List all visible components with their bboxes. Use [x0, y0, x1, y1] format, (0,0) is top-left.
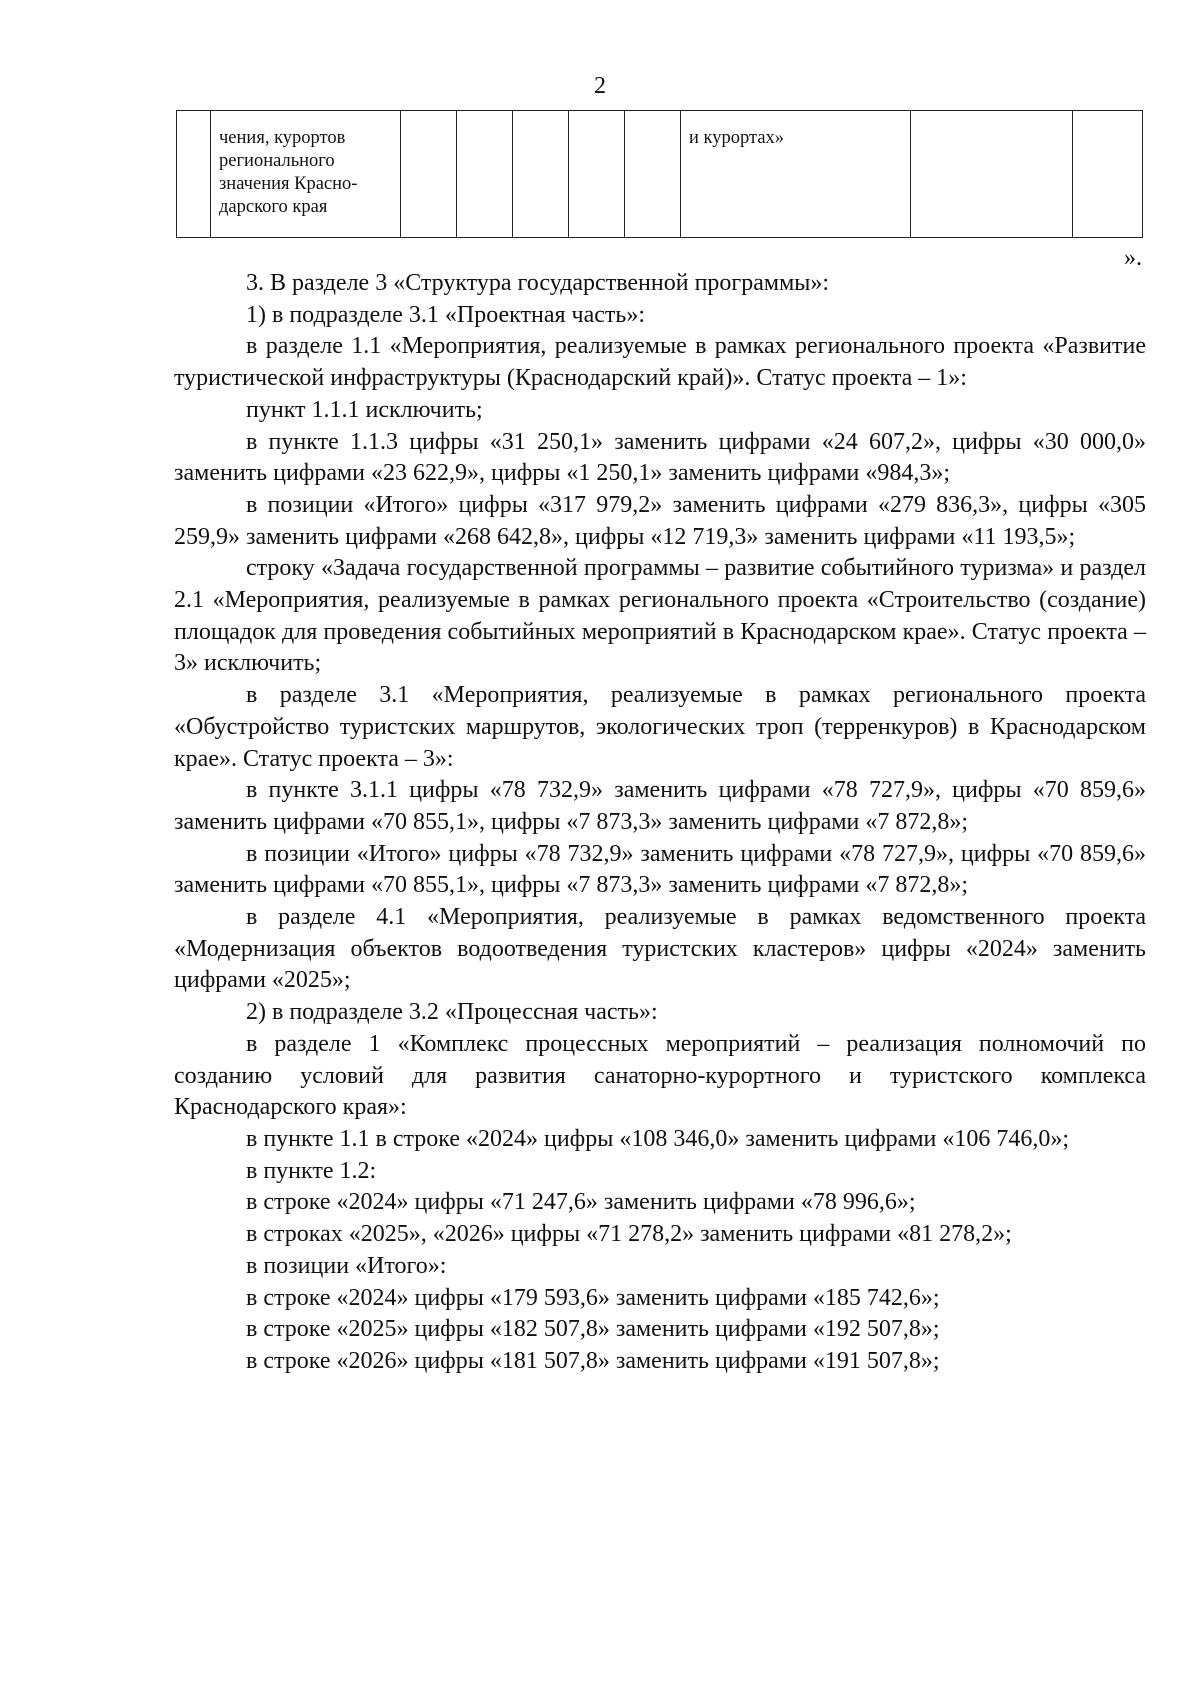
table-cell-name: чения, курортов регионального значения Красно-дарского края [211, 111, 401, 238]
paragraph: строку «Задача государственной программы – развитие событийного туризма» и раздел 2.1 «Мероприятия, реализуемые в рамках регионального проекта «Строительство (создание) площадок для проведения событийных мероприятий в Краснодарском крае». Статус проекта – 3» исключить; [174, 555, 1146, 677]
paragraph: в разделе 4.1 «Мероприятия, реализуемые в рамках ведомственного проекта «Модернизация объектов водоотведения туристских кластеров» цифры «2024» заменить цифрами «2025»; [174, 904, 1146, 994]
table-row [177, 111, 1143, 238]
paragraph: в строке «2024» цифры «179 593,6» заменить цифрами «185 742,6»; [246, 1284, 940, 1311]
paragraph: в пункте 1.1.3 цифры «31 250,1» заменить цифрами «24 607,2», цифры «30 000,0» заменить цифрами «23 622,9», цифры «1 250,1» заменить цифрами «984,3»; [174, 428, 1146, 487]
paragraph: в строке «2024» цифры «71 247,6» заменить цифрами «78 996,6»; [246, 1189, 916, 1216]
paragraph: в строках «2025», «2026» цифры «71 278,2» заменить цифрами «81 278,2»; [246, 1221, 1012, 1248]
paragraph: в разделе 1.1 «Мероприятия, реализуемые в рамках регионального проекта «Развитие туристической инфраструктуры (Краснодарский край)». Статус проекта – 1»: [174, 333, 1146, 392]
paragraph: в разделе 3.1 «Мероприятия, реализуемые в рамках регионального проекта «Обустройство туристских маршрутов, экологических троп (терренкуров) в Краснодарском крае». Статус проекта – 3»: [174, 682, 1146, 772]
paragraph: 3. В разделе 3 «Структура государственной программы»: [246, 270, 830, 296]
table-cell [177, 111, 211, 238]
paragraph: в строке «2026» цифры «181 507,8» заменить цифрами «191 507,8»; [246, 1347, 940, 1374]
table-cell [401, 111, 457, 238]
paragraph: в строке «2025» цифры «182 507,8» заменить цифрами «192 507,8»; [246, 1316, 940, 1343]
paragraph: в разделе 1 «Комплекс процессных мероприятий – реализация полномочий по созданию условий для развития санаторно-курортного и туристского комплекса Краснодарского края»: [174, 1030, 1146, 1121]
table-cell [625, 111, 681, 238]
paragraph: 2) в подразделе 3.2 «Процессная часть»: [246, 999, 658, 1026]
table-cell [911, 111, 1073, 238]
table-cell [569, 111, 625, 238]
paragraph: в пункте 1.2: [246, 1157, 377, 1184]
closing-quote: ». [1124, 245, 1142, 271]
paragraph: в пункте 3.1.1 цифры «78 732,9» заменить цифрами «78 727,9», цифры «70 859,6» заменить цифрами «70 855,1», цифры «7 873,3» заменить цифрами «7 872,8»; [174, 777, 1146, 835]
paragraph: в позиции «Итого» цифры «317 979,2» заменить цифрами «279 836,3», цифры «305 259,9» заменить цифрами «268 642,8», цифры «12 719,3» заменить цифрами «11 193,5»; [174, 491, 1146, 550]
paragraph: в пункте 1.1 в строке «2024» цифры «108 346,0» заменить цифрами «106 746,0»; [246, 1125, 1070, 1152]
table-cell [513, 111, 569, 238]
document-body [174, 268, 1146, 1378]
continued-table [176, 110, 1143, 238]
paragraph: пункт 1.1.1 исключить; [246, 396, 483, 423]
table-cell [1073, 111, 1143, 238]
page-number: 2 [594, 73, 606, 99]
paragraph: 1) в подразделе 3.1 «Проектная часть»: [246, 301, 645, 328]
table-cell [457, 111, 513, 238]
table-cell-law: и курортах» [681, 111, 911, 238]
paragraph: в позиции «Итого» цифры «78 732,9» заменить цифрами «78 727,9», цифры «70 859,6» заменить цифрами «70 855,1», цифры «7 873,3» заменить цифрами «7 872,8»; [174, 840, 1146, 899]
paragraph: в позиции «Итого»: [246, 1252, 447, 1279]
